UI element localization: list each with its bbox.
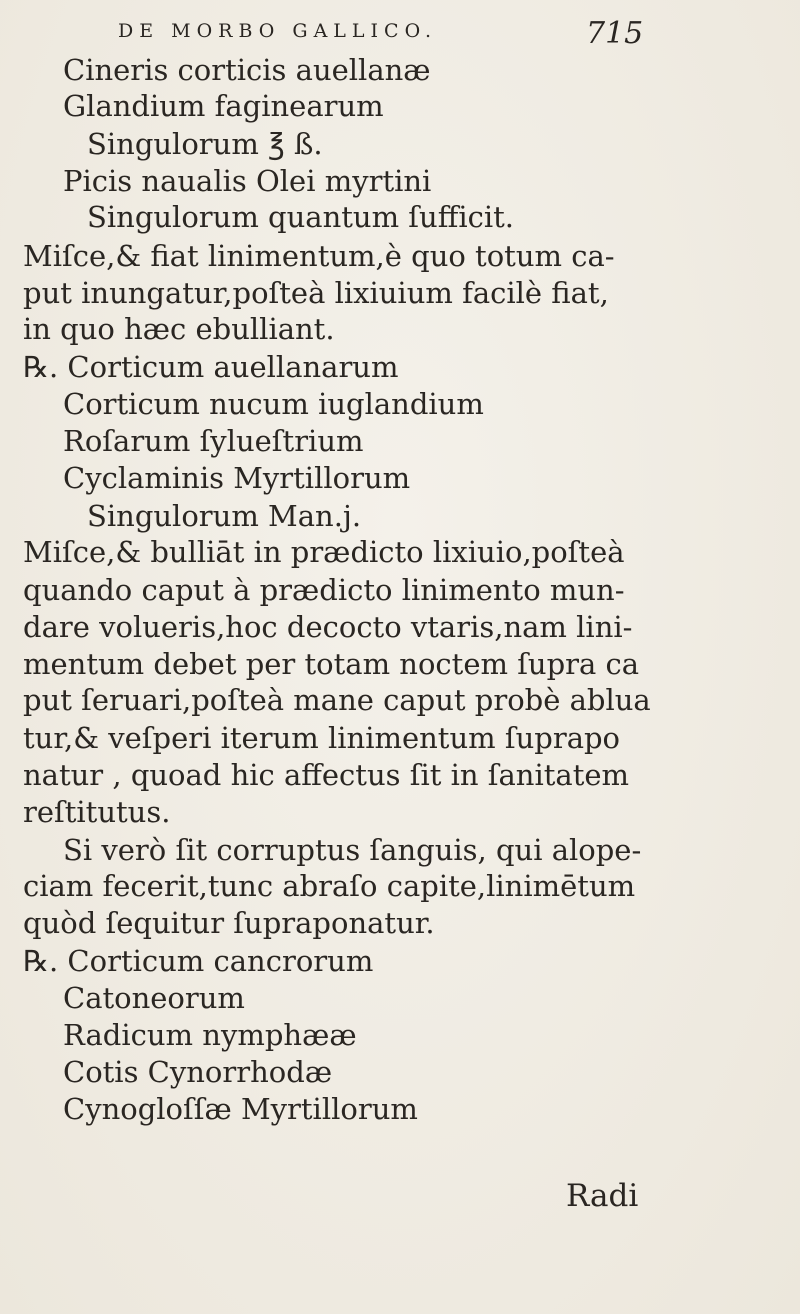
text-line: in quo hæc ebulliant. — [23, 312, 335, 346]
text-line: Roſarum ſylueſtrium — [63, 424, 364, 458]
text-line: Singulorum Man.j. — [87, 499, 362, 533]
page-header — [0, 16, 800, 56]
text-line: Miſce,& bulliāt in prædicto lixiuio,poſteà — [23, 535, 625, 569]
text-line: natur , quoad hic affectus ſit in ſanitatem — [23, 758, 630, 792]
text-line: Singulorum quantum ſufficit. — [87, 200, 514, 234]
text-line: put ſeruari,poſteà mane caput probè ablua — [23, 683, 651, 717]
text-line: Corticum nucum iuglandium — [63, 387, 484, 421]
text-line: Picis naualis Olei myrtini — [63, 164, 432, 198]
text-line: reſtitutus. — [23, 795, 171, 829]
text-line: Catoneorum — [63, 981, 245, 1015]
page-number: 715 — [586, 16, 644, 51]
text-line: Cineris corticis auellanæ — [63, 53, 431, 87]
text-line: Cotis Cynorrhodæ — [63, 1055, 333, 1089]
catchword: Radi — [566, 1178, 639, 1214]
text-line: tur,& veſperi iterum linimentum ſuprapo — [23, 721, 621, 755]
text-line: Glandium faginearum — [63, 89, 384, 123]
text-line: Radicum nymphææ — [63, 1018, 357, 1052]
text-line: Cyclaminis Myrtillorum — [63, 461, 411, 495]
text-line: ciam fecerit,tunc abraſo capite,linimētum — [23, 869, 636, 903]
text-line: dare volueris,hoc decocto vtaris,nam lini- — [23, 610, 633, 644]
text-line: Miſce,& fiat linimentum,è quo totum ca- — [23, 239, 615, 273]
text-line: put inungatur,poſteà lixiuium facilè fiat, — [23, 276, 609, 310]
text-line: quando caput à prædicto linimento mun- — [23, 573, 625, 607]
running-head: DE MORBO GALLICO. — [118, 20, 438, 42]
text-line: quòd ſequitur ſupraponatur. — [23, 906, 435, 940]
text-line: mentum debet per totam noctem ſupra ca — [23, 647, 640, 681]
text-line: Singulorum ℥ ß. — [87, 127, 323, 161]
text-line: Si verò ſit corruptus ſanguis, qui alope- — [63, 833, 642, 867]
text-line: ℞. Corticum auellanarum — [23, 350, 399, 384]
text-line: Cynogloſſæ Myrtillorum — [63, 1092, 418, 1126]
text-line: ℞. Corticum cancrorum — [23, 944, 374, 978]
